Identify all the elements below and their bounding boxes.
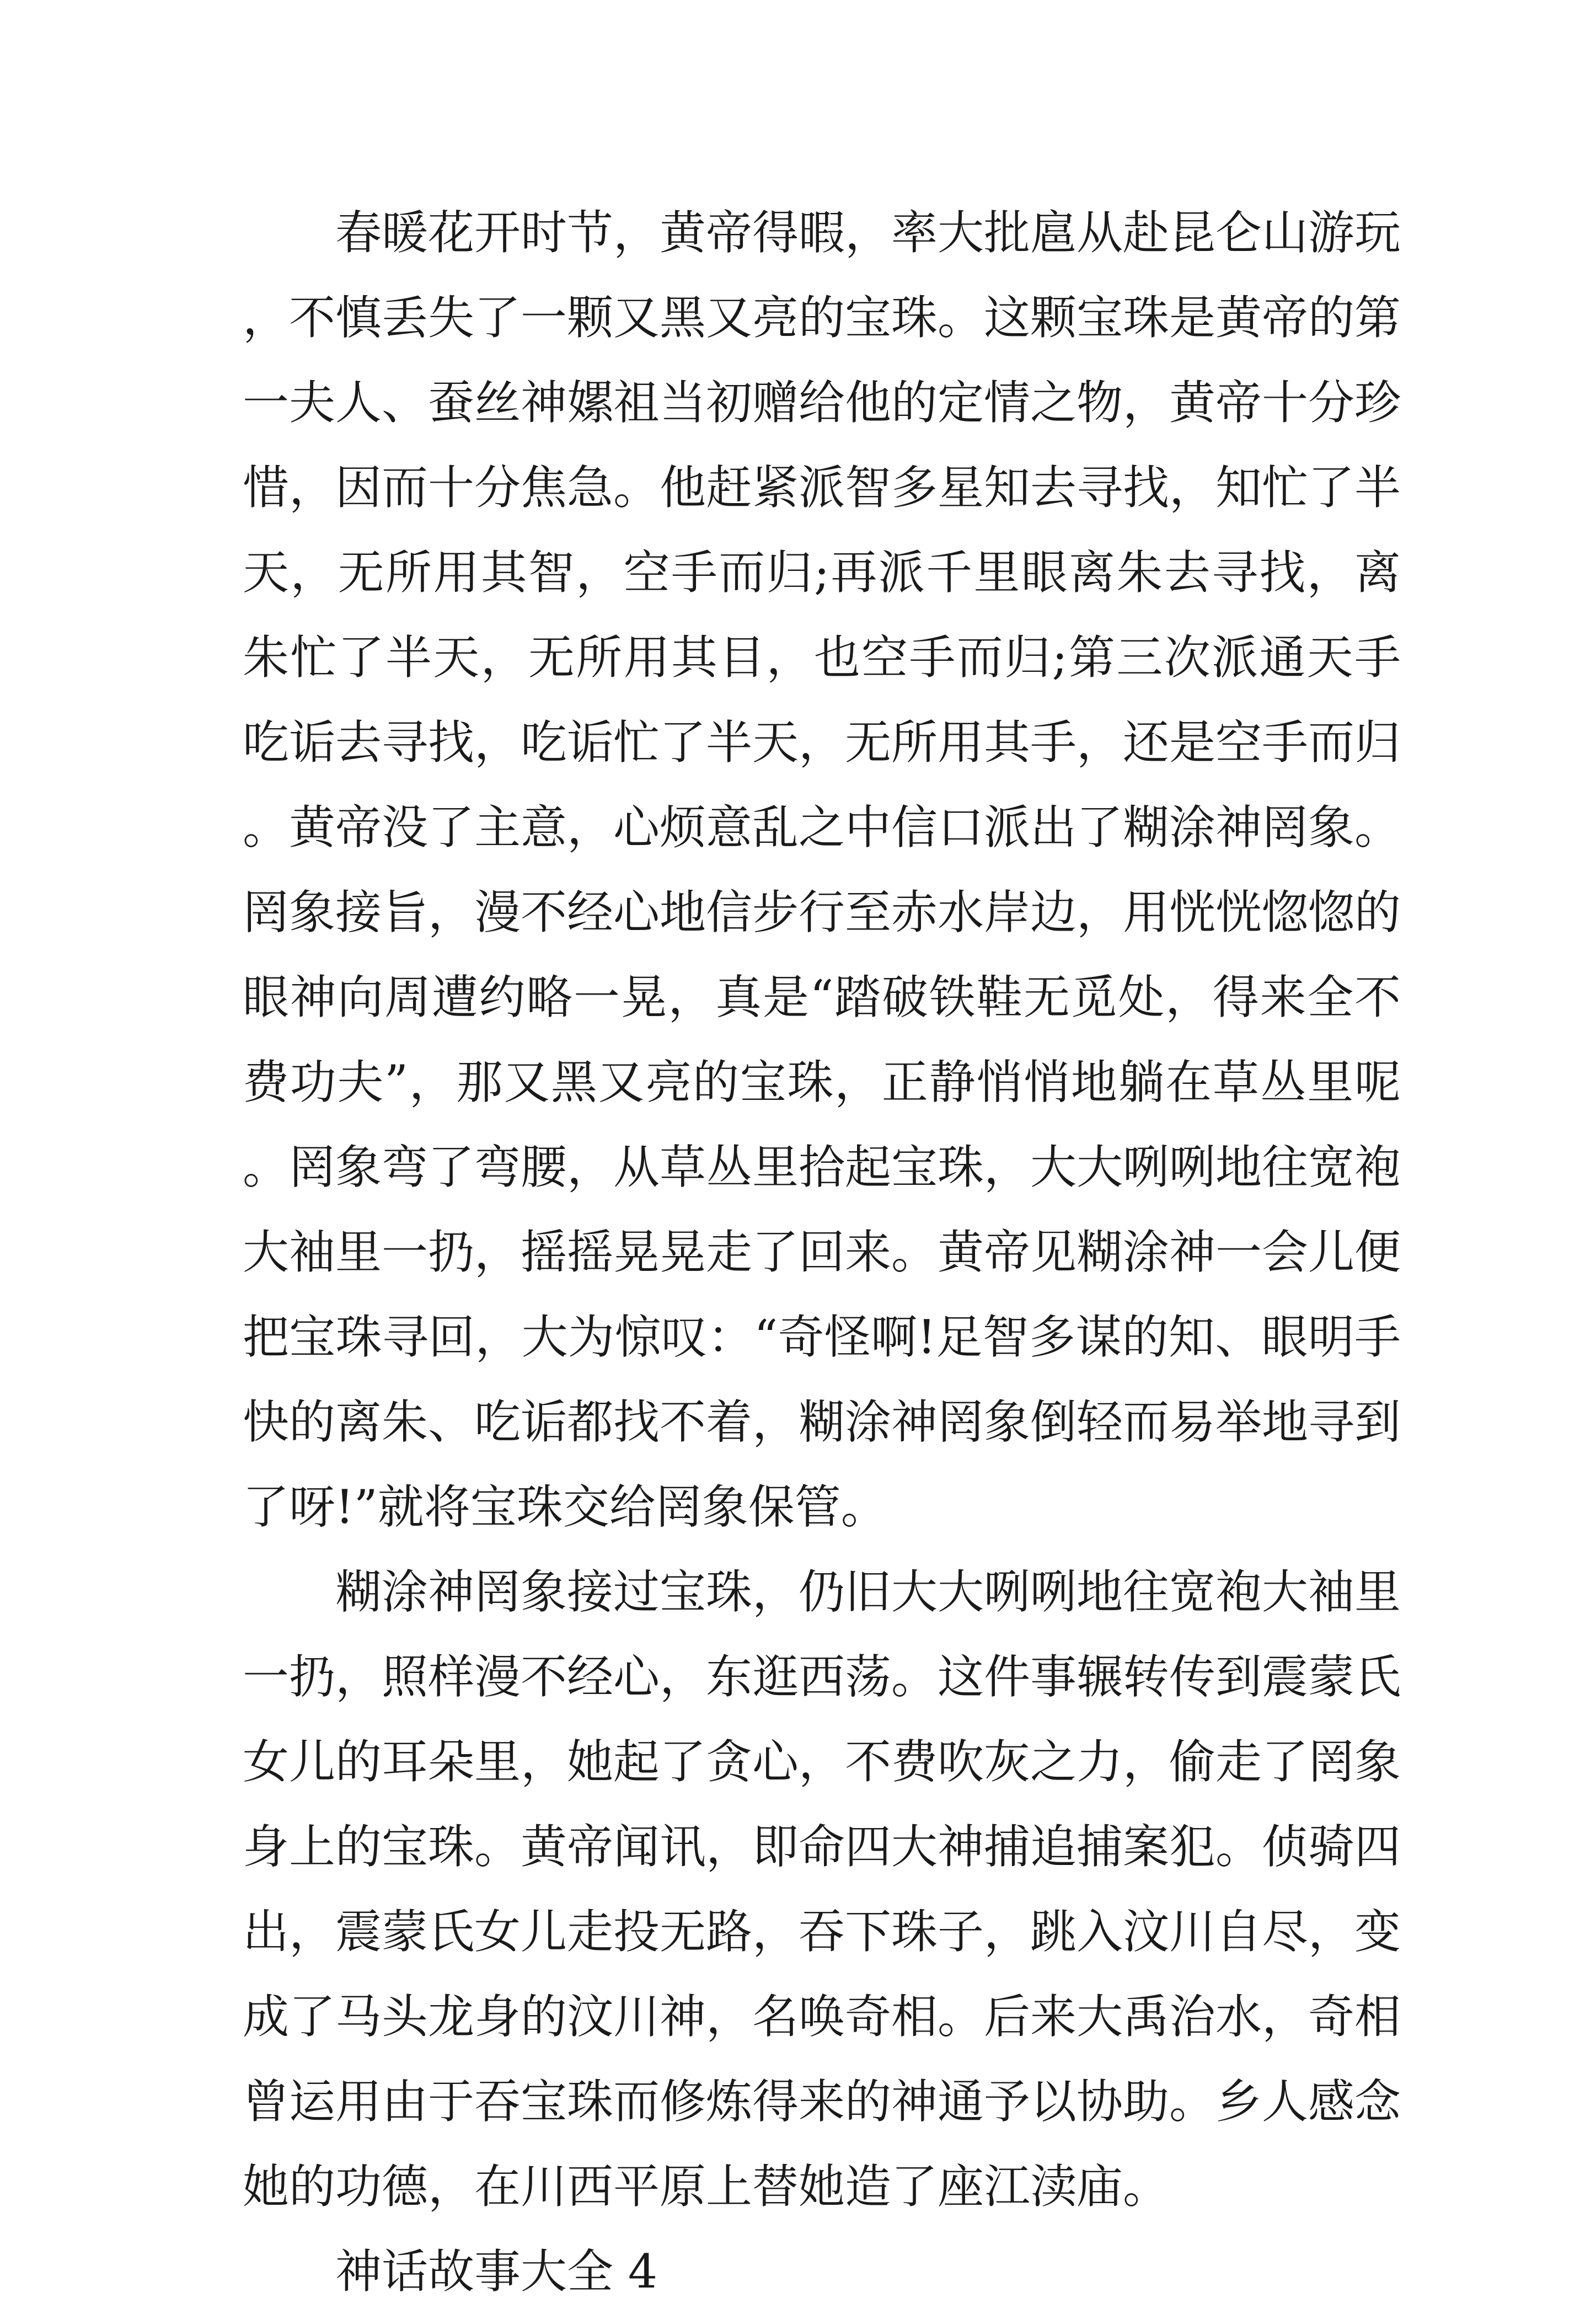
- section-heading: 神话故事大全 4: [335, 2244, 658, 2299]
- document-body: [243, 190, 1401, 2314]
- paragraph-1: 春暖花开时节，黄帝得暇，率大批扈从赴昆仑山游玩，不慎丢失了一颗又黑又亮的宝珠。这颗宝珠是黄帝的第一夫人、蚕丝神嫘祖当初赠给他的定情之物，黄帝十分珍惜，因而十分焦急。他赶紧派智多星知去寻找，知忙了半天，无所用其智，空手而归;再派千里眼离朱去寻找，离朱忙了半天，无所用其目，也空手而归;第三次派通天手吃诟去寻找，吃诟忙了半天，无所用其手，还是空手而归。黄帝没了主意，心烦意乱之中信口派出了糊涂神罔象。罔象接旨，漫不经心地信步行至赤水岸边，用恍恍惚惚的眼神向周遭约略一晃，真是“踏破铁鞋无觅处，得来全不费功夫”，那又黑又亮的宝珠，正静悄悄地躺在草丛里呢。罔象弯了弯腰，从草丛里拾起宝珠，大大咧咧地往宽袍大袖里一扔，摇摇晃晃走了回来。黄帝见糊涂神一会儿便把宝珠寻回，大为惊叹：“奇怪啊!足智多谋的知、眼明手快的离朱、吃诟都找不着，糊涂神罔象倒轻而易举地寻到了呀!”就将宝珠交给罔象保管。: [243, 206, 1401, 1534]
- paragraph-2: 糊涂神罔象接过宝珠，仍旧大大咧咧地往宽袍大袖里一扔，照样漫不经心，东逛西荡。这件事辗转传到震蒙氏女儿的耳朵里，她起了贪心，不费吹灰之力，偷走了罔象身上的宝珠。黄帝闻讯，即命四大神捕追捕案犯。侦骑四出，震蒙氏女儿走投无路，吞下珠子，跳入汶川自尽，变成了马头龙身的汶川神，名唤奇相。后来大禹治水，奇相曾运用由于吞宝珠而修炼得来的神通予以协助。乡人感念她的功德，在川西平原上替她造了座江渎庙。: [243, 1565, 1401, 2214]
